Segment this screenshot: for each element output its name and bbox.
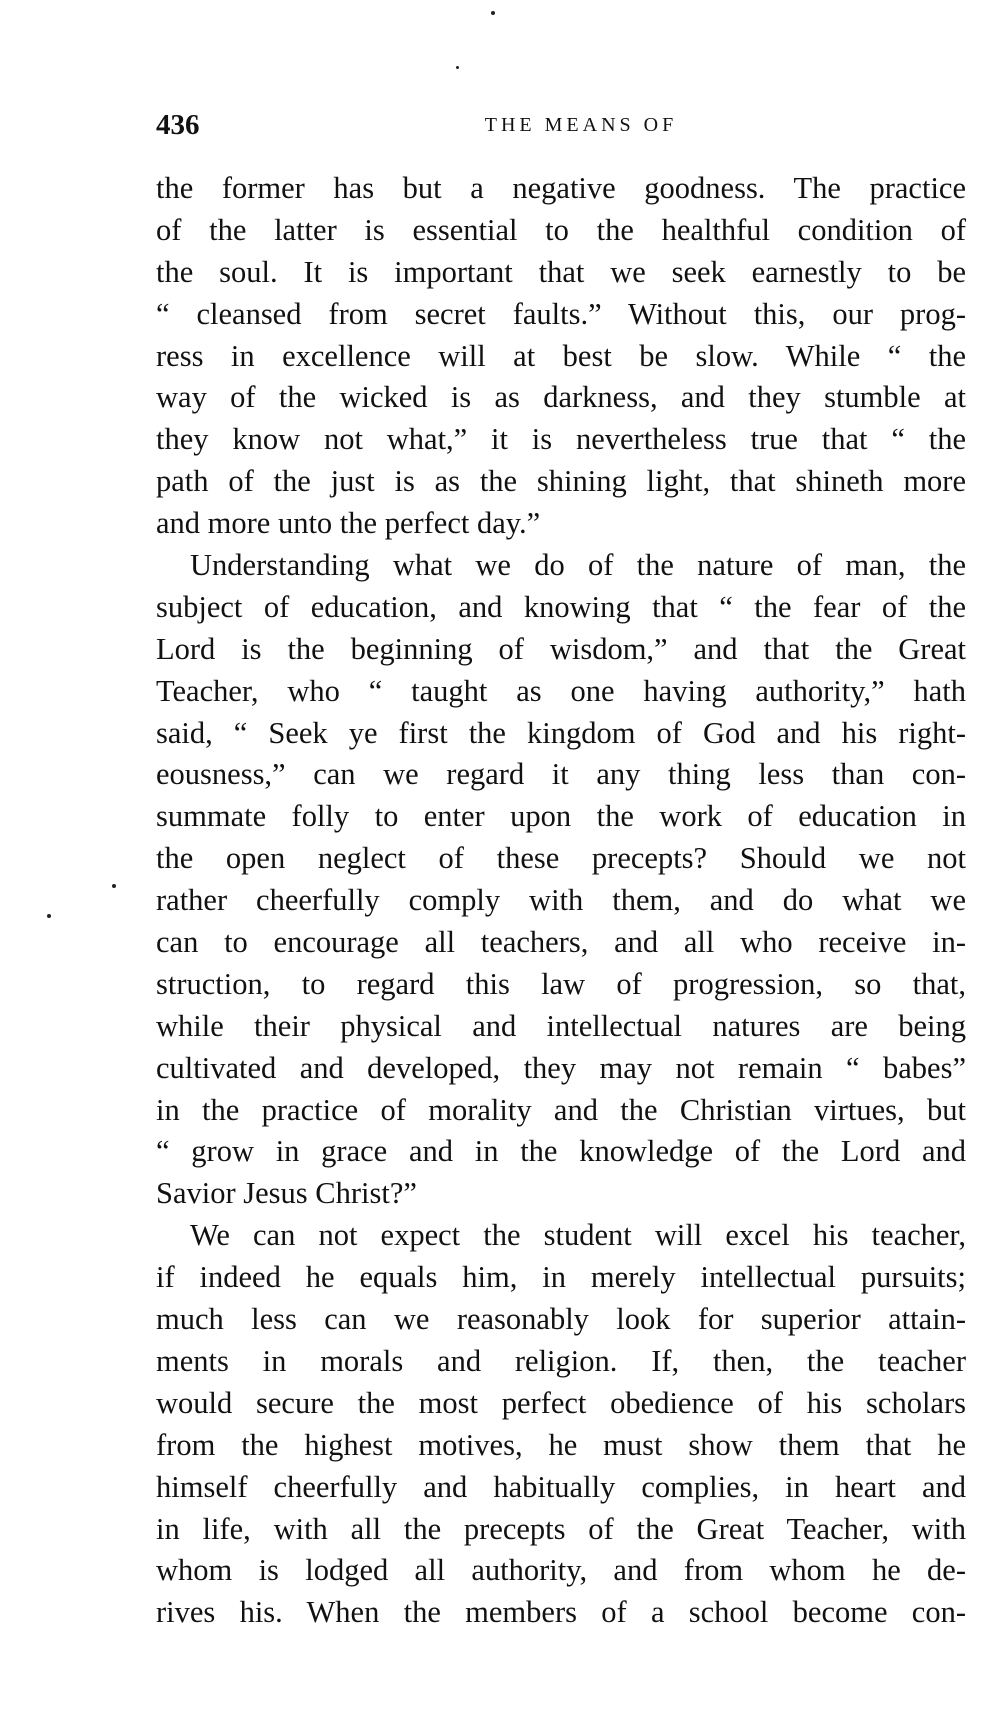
text-line: they know not what,” it is nevertheless true that “ the	[156, 422, 966, 457]
text-line: the soul. It is important that we seek earnestly to be	[156, 254, 966, 289]
page-header	[156, 105, 966, 145]
text-line: way of the wicked is as darkness, and they stumble at	[156, 380, 966, 415]
text-line: subject of education, and knowing that “ the fear of the	[156, 589, 966, 624]
running-head: THE MEANS OF	[484, 114, 678, 136]
text-line: path of the just is as the shining light, that shineth more	[156, 464, 966, 499]
ink-speck	[112, 884, 116, 888]
text-line: the open neglect of these precepts? Should we not	[156, 841, 966, 876]
text-line: while their physical and intellectual natures are being	[156, 1008, 966, 1043]
text-line: cultivated and developed, they may not remain “ babes”	[156, 1050, 966, 1085]
text-line: Lord is the beginning of wisdom,” and that the Great	[156, 631, 966, 666]
ink-speck	[47, 914, 51, 918]
text-line: would secure the most perfect obedience of his scholars	[156, 1385, 966, 1420]
text-line: if indeed he equals him, in merely intellectual pursuits;	[156, 1260, 966, 1295]
text-line: “ cleansed from secret faults.” Without this, our prog-	[156, 296, 966, 331]
text-line: “ grow in grace and in the knowledge of the Lord and	[156, 1134, 966, 1169]
text-line: of the latter is essential to the healthful condition of	[156, 212, 966, 247]
text-line: We can not expect the student will excel his teacher,	[190, 1218, 966, 1253]
paragraph	[156, 168, 966, 545]
text-line: and more unto the perfect day.”	[156, 506, 541, 541]
text-line: Teacher, who “ taught as one having authority,” hath	[156, 673, 966, 708]
text-line: the former has but a negative goodness. The practice	[156, 171, 966, 205]
paragraph	[156, 1215, 966, 1634]
text-line: from the highest motives, he must show them that he	[156, 1427, 966, 1462]
text-line: rives his. When the members of a school become con-	[156, 1595, 966, 1630]
ink-speck	[456, 66, 459, 69]
text-line: in life, with all the precepts of the Great Teacher, with	[156, 1511, 966, 1546]
paragraph	[156, 545, 966, 1215]
text-line: much less can we reasonably look for superior attain-	[156, 1302, 966, 1337]
text-line: ress in excellence will at best be slow. While “ the	[156, 338, 966, 373]
text-line: rather cheerfully comply with them, and do what we	[156, 883, 966, 918]
text-line: in the practice of morality and the Christian virtues, but	[156, 1092, 966, 1127]
text-line: can to encourage all teachers, and all who receive in-	[156, 925, 966, 960]
text-line: struction, to regard this law of progression, so that,	[156, 966, 966, 1001]
text-line: summate folly to enter upon the work of education in	[156, 799, 966, 834]
text-line: himself cheerfully and habitually complies, in heart and	[156, 1469, 966, 1504]
text-line: said, “ Seek ye first the kingdom of God and his right-	[156, 715, 966, 750]
ink-speck	[491, 11, 495, 15]
text-line: whom is lodged all authority, and from whom he de-	[156, 1553, 966, 1588]
body-text	[156, 168, 966, 1634]
page-number: 436	[156, 109, 200, 141]
text-line: Savior Jesus Christ?”	[156, 1176, 417, 1211]
text-line: ments in morals and religion. If, then, the teacher	[156, 1343, 966, 1378]
text-line: eousness,” can we regard it any thing less than con-	[156, 757, 966, 792]
text-line: Understanding what we do of the nature of man, the	[190, 548, 966, 583]
